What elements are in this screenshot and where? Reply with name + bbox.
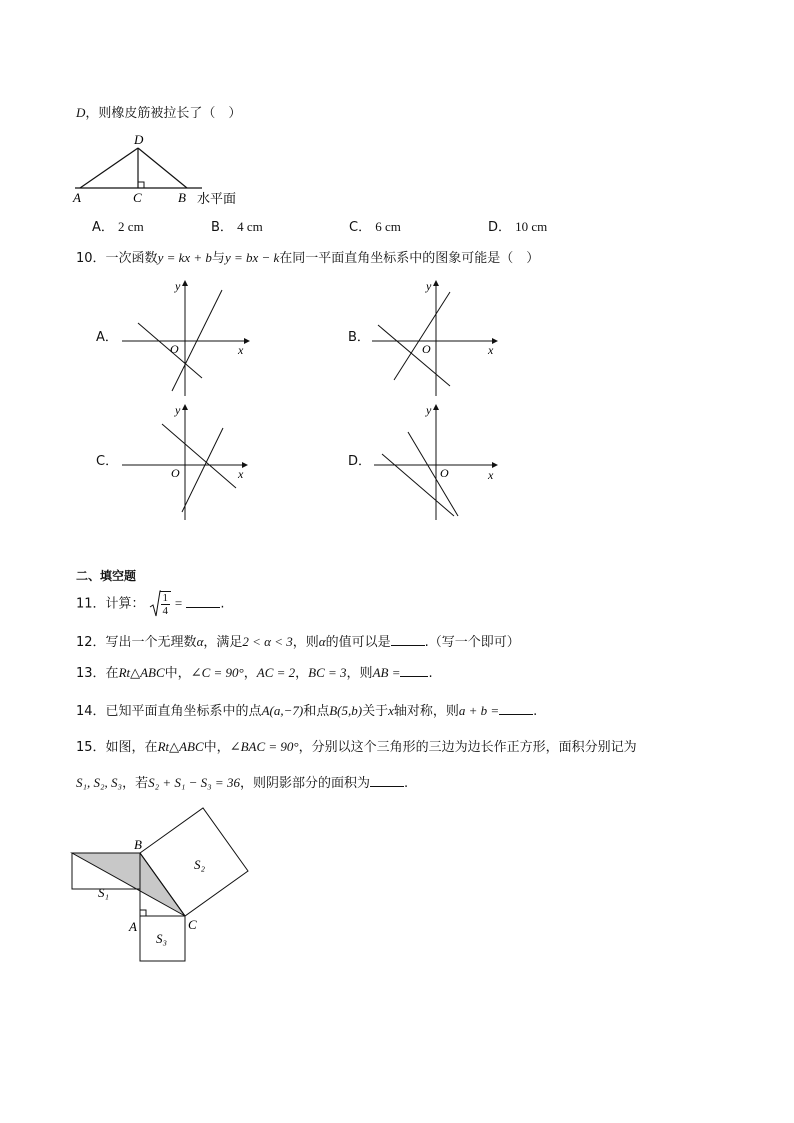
label-surface: 水平面 — [197, 192, 237, 207]
svg-text:B: B — [134, 837, 142, 852]
q14: 14．已知平面直角坐标系中的点A(a,−7)和点B(5,b)关于x轴对称，则a + b = . — [76, 703, 538, 719]
q9-option-a[interactable]: A． 2 cm — [92, 219, 144, 235]
svg-text:S₂: S₂ — [194, 857, 206, 872]
label-c: C — [133, 190, 142, 205]
q10-option-b-label[interactable]: B． — [348, 330, 370, 345]
answer-blank[interactable] — [186, 595, 220, 608]
svg-text:S₃: S₃ — [156, 931, 168, 946]
q10-graph-b[interactable] — [368, 278, 508, 400]
svg-text:C: C — [188, 917, 197, 932]
answer-blank[interactable] — [370, 774, 404, 787]
svg-text:x: x — [238, 467, 244, 481]
svg-text:y: y — [426, 279, 432, 293]
svg-text:O: O — [170, 342, 179, 356]
svg-text:O: O — [440, 466, 449, 480]
q9-option-b[interactable]: B． 4 cm — [211, 219, 263, 235]
q11: 11．计算： $\frac{1}{4}$ = . — [76, 592, 225, 617]
section-title: 二、填空题 — [76, 569, 137, 583]
q9-tail-text: ，则橡皮筋被拉长了（ ） — [85, 106, 242, 121]
svg-text:x: x — [238, 343, 244, 357]
sqrt-sign: $\frac{1}{4}$ — [149, 590, 171, 618]
label-a: A — [73, 190, 81, 205]
svg-text:A: A — [129, 919, 137, 934]
svg-text:y: y — [175, 279, 181, 293]
svg-text:S₁: S₁ — [98, 885, 110, 900]
var-d: D — [76, 105, 86, 120]
q10-graph-a[interactable] — [118, 278, 258, 400]
q9-option-c[interactable]: C． 6 cm — [349, 219, 401, 235]
q10-stem: 10．一次函数y = kx + b与y = bx − k在同一平面直角坐标系中的图象可能是（ ） — [76, 250, 540, 266]
label-d: D — [134, 132, 144, 147]
answer-blank[interactable] — [499, 702, 533, 715]
q15-line2: S₁, S₂, S₃，若S₂ + S₁ − S₃ = 36，则阴影部分的面积为 . — [76, 775, 409, 791]
answer-blank[interactable] — [391, 633, 425, 646]
svg-text:x: x — [488, 468, 494, 482]
svg-text:x: x — [488, 343, 494, 357]
q15-line1: 15．如图，在Rt△ABC中，∠BAC = 90°，分别以这个三角形的三边为边长作正方形，面积分别记为 — [76, 739, 637, 755]
q9-triangle-figure — [70, 130, 280, 210]
svg-text:O: O — [171, 466, 180, 480]
q12: 12．写出一个无理数α，满足2 < α < 3，则α的值可以是 .（写一个即可） — [76, 634, 520, 650]
q9-tail — [76, 104, 241, 123]
q10-option-c-label[interactable]: C． — [96, 454, 119, 469]
answer-blank[interactable] — [400, 664, 428, 677]
label-b: B — [178, 190, 186, 205]
q10-option-a-label[interactable]: A． — [96, 330, 118, 345]
q15-squares-figure — [70, 805, 270, 970]
q10-graph-d[interactable] — [370, 402, 510, 524]
q9-option-d[interactable]: D． 10 cm — [488, 219, 548, 235]
svg-text:y: y — [426, 403, 432, 417]
q10-graph-c[interactable] — [118, 402, 258, 524]
svg-text:O: O — [422, 342, 431, 356]
q10-option-d-label[interactable]: D． — [348, 454, 372, 469]
svg-text:y: y — [175, 403, 181, 417]
q13: 13．在Rt△ABC中，∠C = 90°，AC = 2，BC = 3，则AB = . — [76, 665, 433, 681]
